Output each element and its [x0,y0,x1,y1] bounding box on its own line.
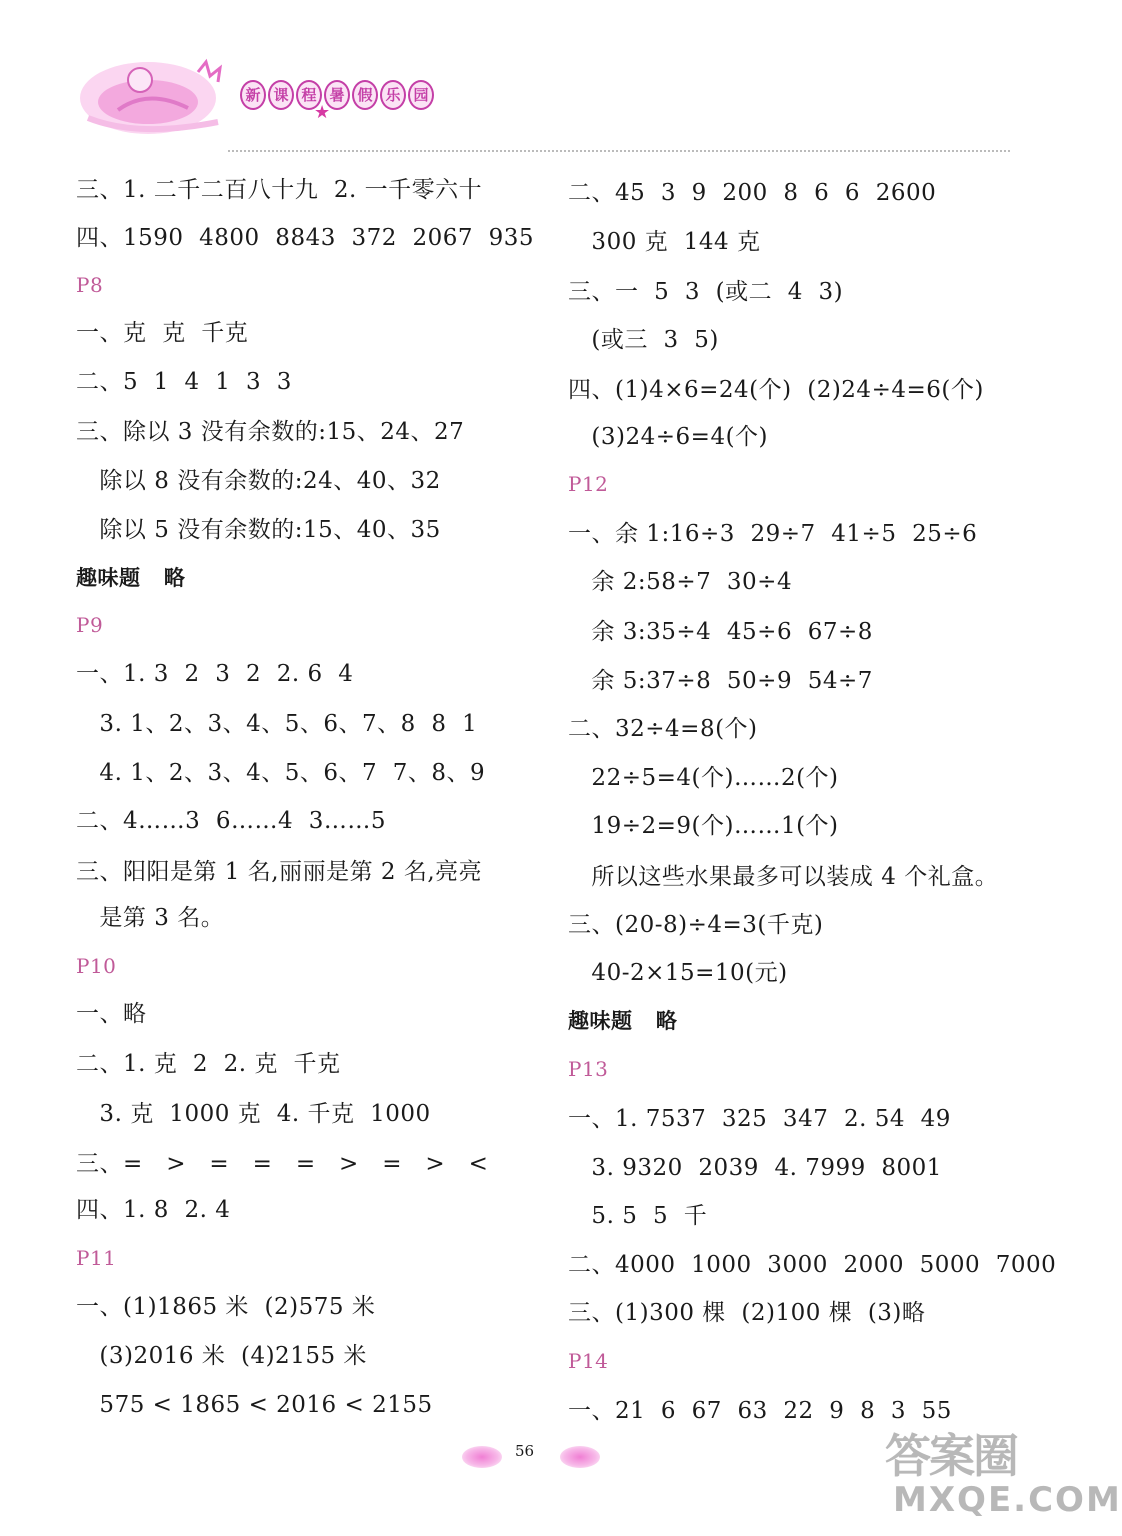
answer-line: 三、(20-8)÷4=3(千克) [568,912,824,938]
footer-decoration-right-icon [560,1446,600,1468]
answer-line: 二、1. 克 2 2. 克 千克 [76,1051,341,1077]
answer-line: 3. 1、2、3、4、5、6、7、8 8 1 [76,711,478,737]
answer-line: 四、1590 4800 8843 372 2067 935 [76,225,535,251]
watermark-bottom: MXQE.COM [893,1480,1122,1520]
answer-line: 余 2:58÷7 30÷4 [568,569,793,595]
answer-line: 一、略 [76,1001,147,1027]
header-title-char: 程 [296,80,322,110]
answer-line: 22÷5=4(个)……2(个) [568,765,839,791]
watermark-top: 答案圈 [885,1429,1017,1483]
answer-line: 三、一 5 3 (或二 4 3) [568,279,844,305]
header-title-char: 暑 [324,80,350,110]
answer-line: 二、4……3 6……4 3……5 [76,808,387,834]
answer-line: 二、4000 1000 3000 2000 5000 7000 [568,1252,1057,1278]
answer-line: 19÷2=9(个)……1(个) [568,813,839,839]
answer-line: 一、21 6 67 63 22 9 8 3 55 [568,1398,952,1424]
page-footer [0,1436,1031,1476]
bonus-question-line: 趣味题 略 [76,566,186,590]
answer-line: 三、阳阳是第 1 名,丽丽是第 2 名,亮亮 [76,859,483,885]
answer-line: 除以 8 没有余数的:24、40、32 [76,468,441,494]
answer-line: 二、45 3 9 200 8 6 6 2600 [568,180,937,206]
section-page-label: P9 [76,613,104,637]
answer-line: (3)24÷6=4(个) [568,424,769,450]
answer-line: 二、5 1 4 1 3 3 [76,369,292,395]
answer-line: (或三 3 5) [568,327,719,353]
answer-line: 一、克 克 千克 [76,320,249,346]
answer-line: 三、1. 二千二百八十九 2. 一千零六十 [76,177,483,203]
section-page-label: P8 [76,273,104,297]
answer-line: 575 < 1865 < 2016 < 2155 [76,1392,433,1418]
answer-line: 三、(1)300 棵 (2)100 棵 (3)略 [568,1300,926,1326]
section-page-label: P14 [568,1349,609,1373]
section-page-label: P10 [76,954,117,978]
section-page-label: P11 [76,1246,117,1270]
answer-line: 三、= > = = = > = > < [76,1151,489,1177]
answer-line: 所以这些水果最多可以装成 4 个礼盒。 [568,864,999,890]
section-page-label: P13 [568,1057,609,1081]
child-surfing-logo-icon [78,58,258,138]
answer-line: 一、余 1:16÷3 29÷7 41÷5 25÷6 [568,521,978,547]
answer-line: 四、(1)4×6=24(个) (2)24÷4=6(个) [568,377,984,403]
answer-line: 四、1. 8 2. 4 [76,1197,231,1223]
header-divider [228,150,1010,152]
header-title-char: 新 [240,80,266,110]
answer-line: 3. 克 1000 克 4. 千克 1000 [76,1101,431,1127]
header-title-char: 假 [352,80,378,110]
answer-line: 三、除以 3 没有余数的:15、24、27 [76,419,465,445]
star-icon: ★ [314,102,331,123]
answer-line: 40-2×15=10(元) [568,960,788,986]
watermark [885,1420,1122,1536]
header-title-char: 园 [408,80,434,110]
answer-line: 5. 5 5 千 [568,1203,708,1229]
answer-line: 二、32÷4=8(个) [568,716,758,742]
answer-line: 一、1. 3 2 3 2 2. 6 4 [76,661,354,687]
answer-line: (3)2016 米 (4)2155 米 [76,1343,367,1369]
page-header [0,0,1031,170]
header-title [240,80,434,110]
answer-line: 余 5:37÷8 50÷9 54÷7 [568,668,873,694]
footer-decoration-left-icon [462,1446,502,1468]
answer-line: 余 3:35÷4 45÷6 67÷8 [568,619,873,645]
answer-line: 是第 3 名。 [76,905,225,931]
answer-line: 300 克 144 克 [568,229,761,255]
header-title-char: 乐 [380,80,406,110]
bonus-question-line: 趣味题 略 [568,1009,678,1033]
answer-line: 一、1. 7537 325 347 2. 54 49 [568,1106,951,1132]
page-number: 56 [515,1442,535,1460]
header-title-char: 课 [268,80,294,110]
section-page-label: P12 [568,472,609,496]
answer-line: 4. 1、2、3、4、5、6、7 7、8、9 [76,760,486,786]
answer-line: 3. 9320 2039 4. 7999 8001 [568,1155,942,1181]
answer-line: 一、(1)1865 米 (2)575 米 [76,1294,376,1320]
answer-line: 除以 5 没有余数的:15、40、35 [76,517,441,543]
